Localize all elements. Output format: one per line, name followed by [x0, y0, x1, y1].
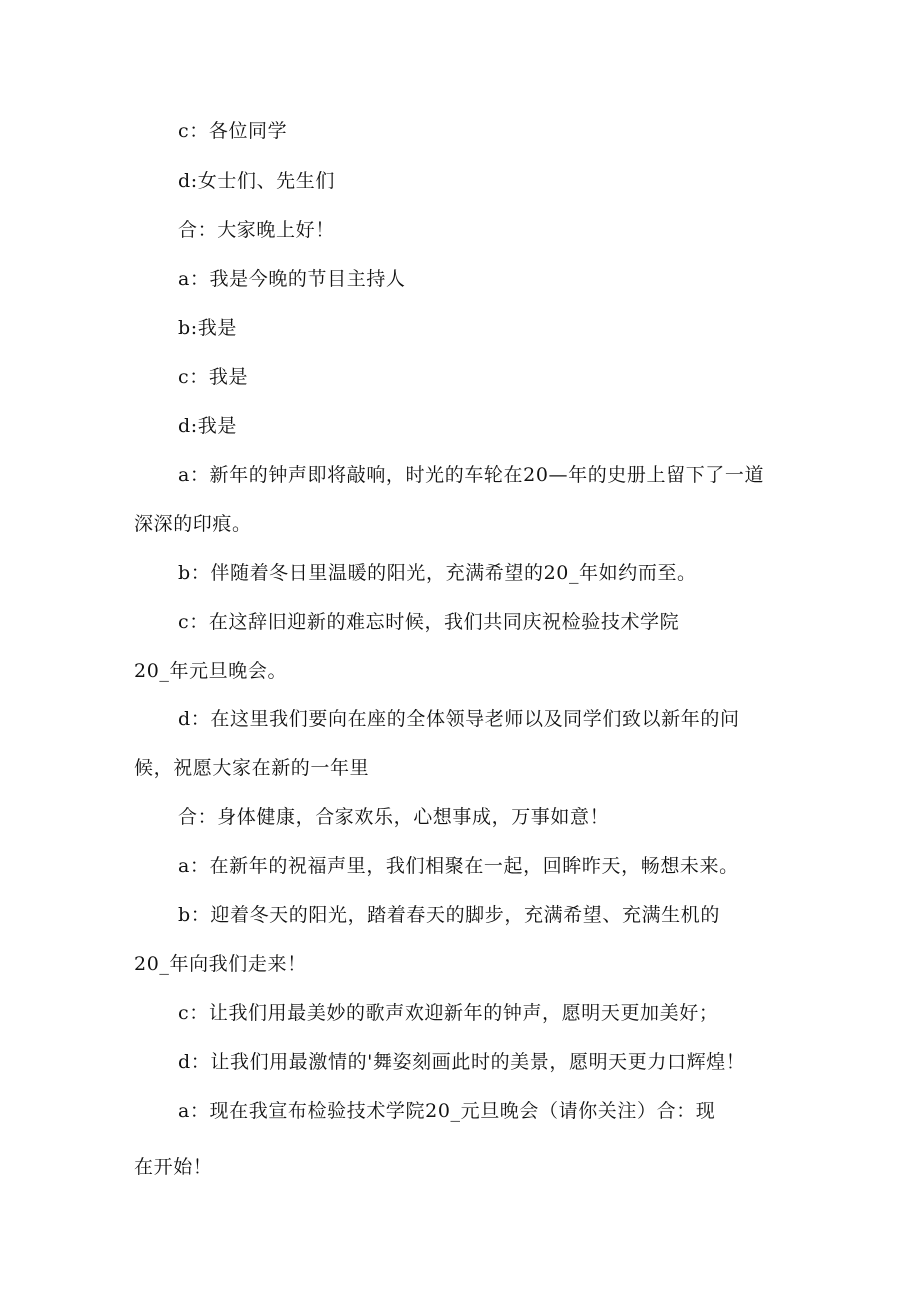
- script-line: b：迎着冬天的阳光，踏着春天的脚步，充满希望、充满生机的: [178, 904, 720, 926]
- script-line: 在开始！: [134, 1156, 213, 1178]
- script-line: a：在新年的祝福声里，我们相聚在一起，回眸昨天，畅想未来。: [178, 855, 739, 877]
- script-line: 深深的印痕。: [134, 513, 252, 535]
- script-line: d:女士们、先生们: [178, 170, 335, 192]
- script-line: 20_年向我们走来！: [134, 953, 307, 975]
- script-line: d：在这里我们要向在座的全体领导老师以及同学们致以新年的问: [178, 708, 740, 730]
- script-line: c：在这辞旧迎新的难忘时候，我们共同庆祝检验技术学院: [178, 611, 680, 633]
- script-line: 合：大家晚上好！: [178, 219, 335, 241]
- script-line: d：让我们用最激情的'舞姿刻画此时的美景，愿明天更力口辉煌！: [178, 1051, 746, 1073]
- script-line: a：新年的钟声即将敲响，时光的车轮在20—年的史册上留下了一道: [178, 464, 765, 486]
- script-line: c：各位同学: [178, 120, 288, 142]
- script-line: c：我是: [178, 366, 249, 388]
- script-line: 候，祝愿大家在新的一年里: [134, 757, 370, 779]
- script-line: a：我是今晚的节目主持人: [178, 268, 406, 290]
- script-line: 20_年元旦晚会。: [134, 660, 288, 682]
- script-line: a：现在我宣布检验技术学院20_元旦晚会（请你关注）合：现: [178, 1100, 716, 1122]
- script-line: d:我是: [178, 415, 237, 437]
- script-line: b:我是: [178, 317, 237, 339]
- script-line: c：让我们用最美妙的歌声欢迎新年的钟声，愿明天更加美好；: [178, 1002, 719, 1024]
- script-line: b：伴随着冬日里温暖的阳光，充满希望的20_年如约而至。: [178, 562, 697, 584]
- script-line: 合：身体健康，合家欢乐，心想事成，万事如意！: [178, 806, 610, 828]
